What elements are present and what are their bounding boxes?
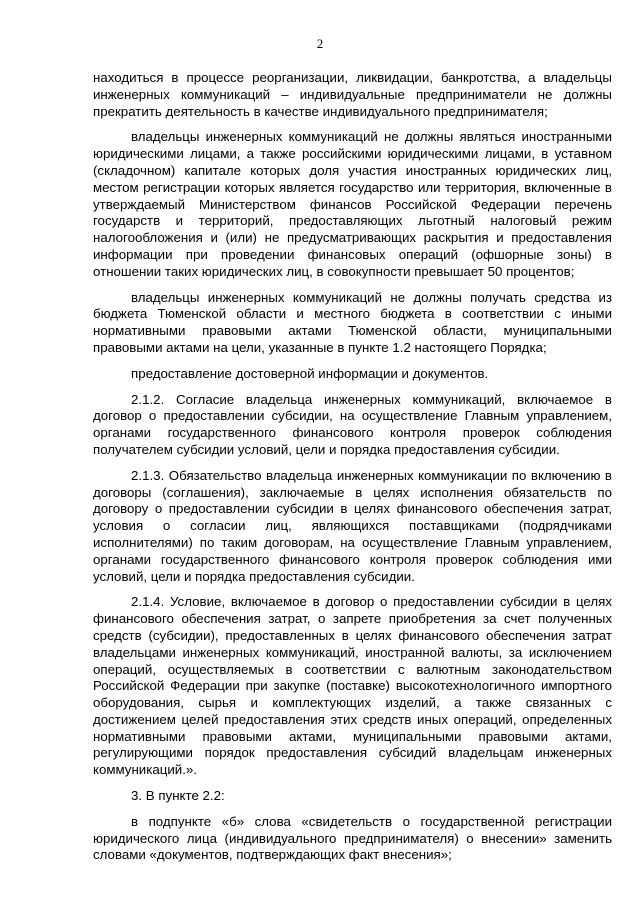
paragraph-2-1-3: 2.1.3. Обязательство владельца инженерных коммуникации по включению в договоры (соглашения), заключаемые в целях исполнения обязательств по договору о предоставлении субсидии в целях финансового обеспечения затрат, условия о согласии лиц, являющихся поставщиками (подрядчиками исполнителями) по таким договорам, на осуществление Главным управлением, органами государственного финансового контроля проверок соблюдения ими условий, цели и порядка предоставления субсидии. [93, 467, 612, 584]
paragraph-reliable-info: предоставление достоверной информации и документов. [131, 365, 489, 381]
paragraph-item-3: 3. В пункте 2.2: [131, 788, 225, 804]
paragraph-2-1-4: 2.1.4. Условие, включаемое в договор о предоставлении субсидии в целях финансового обеспечения затрат, о запрете приобретения за счет полученных средств (субсидии), предоставленных в целях финансового обеспечения затрат владельцами инженерных коммуникаций, иностранной валюты, за исключением операций, осуществляемых в соответствии с валютным законодательством Российской Федерации при закупке (поставке) высокотехнологичного импортного оборудования, сырья и комплектующих изделий, а также связанных с достижением целей предоставления этих средств иных операций, определенных нормативными правовыми актами, муниципальными правовыми актами, регулирующими порядок предоставления субсидий владельцам инженерных коммуникаций.». [93, 594, 612, 778]
paragraph-subitem-b: в подпункте «б» слова «свидетельств о государственной регистрации юридического лица (индивидуального предпринимателя) о внесении» заменить словами «документов, подтверждающих факт внесения»; [93, 813, 612, 863]
paragraph-foreign-entities: владельцы инженерных коммуникаций не должны являться иностранными юридическими лицами, а также российскими юридическими лицами, в уставном (складочном) капитале которых доля участия иностранных юридических лиц, местом регистрации которых является государство или территория, включенные в утверждаемый Министерством финансов Российской Федерации перечень государств и территорий, предоставляющих льготный налоговый режим налогообложения и (или) не предусматривающих раскрытия и предоставления информации при проведении финансовых операций (офшорные зоны) в отношении таких юридических лиц, в совокупности превышает 50 процентов; [93, 129, 612, 279]
paragraph-continuation: находиться в процессе реорганизации, ликвидации, банкротства, а владельцы инженерных коммуникаций – индивидуальные предприниматели не должны прекратить деятельность в качестве индивидуального предпринимателя; [93, 70, 612, 119]
paragraph-2-1-2: 2.1.2. Согласие владельца инженерных коммуникаций, включаемое в договор о предоставлении субсидии, на осуществление Главным управлением, органами государственного финансового контроля проверок соблюдения получателем субсидии условий, цели и порядка предоставления субсидии. [93, 391, 612, 457]
paragraph-budget-funds: владельцы инженерных коммуникаций не должны получать средства из бюджета Тюменской области и местного бюджета в соответствии с иными нормативными правовыми актами Тюменской области, муниципальными правовыми актами на цели, указанные в пункте 1.2 настоящего Порядка; [93, 289, 612, 355]
document-body [93, 70, 612, 873]
page-number: 2 [316, 36, 324, 51]
